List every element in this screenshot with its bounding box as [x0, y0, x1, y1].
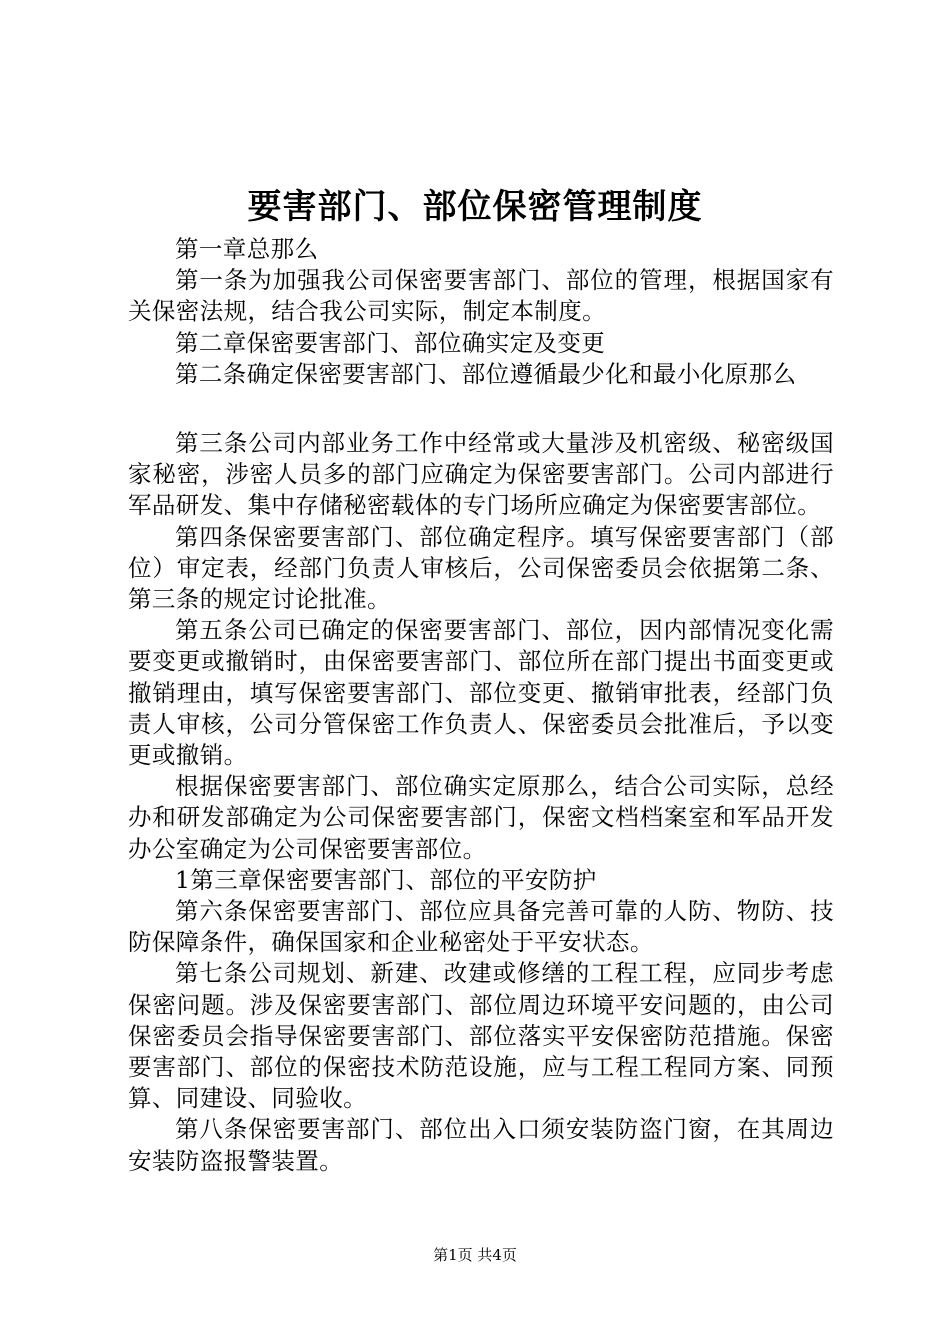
paragraph-gap [128, 390, 834, 428]
article-paragraph: 第一条为加强我公司保密要害部门、部位的管理，根据国家有关保密法规，结合我公司实际，制定本制度。 [128, 266, 834, 326]
chapter-heading: 1第三章保密要害部门、部位的平安防护 [175, 865, 597, 894]
page-footer: 第1页 共4页 [433, 1246, 517, 1264]
article-paragraph: 第七条公司规划、新建、改建或修缮的工程工程，应同步考虑保密问题。涉及保密要害部门、部位周边环境平安问题的，由公司保密委员会指导保密要害部门、部位落实平安保密防范措施。保密要害部门、部位的保密技术防范设施，应与工程工程同方案、同预算、同建设、同验收。 [128, 959, 834, 1113]
article-paragraph: 第二条确定保密要害部门、部位遵循最少化和最小化原那么 [175, 359, 797, 388]
article-paragraph: 第八条保密要害部门、部位出入口须安装防盗门窗，在其周边安装防盗报警装置。 [128, 1115, 834, 1175]
document-title: 要害部门、部位保密管理制度 [247, 187, 703, 227]
article-paragraph: 根据保密要害部门、部位确实定原那么，结合公司实际，总经办和研发部确定为公司保密要害部门，保密文档档案室和军品开发办公室确定为公司保密要害部位。 [128, 772, 834, 863]
document-body [128, 234, 834, 1177]
chapter-heading: 第二章保密要害部门、部位确实定及变更 [175, 328, 606, 357]
article-paragraph: 第五条公司已确定的保密要害部门、部位，因内部情况变化需要变更或撤销时，由保密要害部门、部位所在部门提出书面变更或撤销理由，填写保密要害部门、部位变更、撤销审批表，经部门负责人审核，公司分管保密工作负责人、保密委员会批准后，予以变更或撤销。 [128, 616, 834, 770]
article-paragraph: 第四条保密要害部门、部位确定程序。填写保密要害部门（部位）审定表，经部门负责人审核后，公司保密委员会依据第二条、第三条的规定讨论批准。 [128, 522, 834, 614]
chapter-heading: 第一章总那么 [175, 235, 319, 263]
article-paragraph: 第三条公司内部业务工作中经常或大量涉及机密级、秘密级国家秘密，涉密人员多的部门应确定为保密要害部门。公司内部进行军品研发、集中存储秘密载体的专门场所应确定为保密要害部位。 [128, 429, 834, 520]
article-paragraph: 第六条保密要害部门、部位应具备完善可靠的人防、物防、技防保障条件，确保国家和企业秘密处于平安状态。 [128, 897, 834, 957]
